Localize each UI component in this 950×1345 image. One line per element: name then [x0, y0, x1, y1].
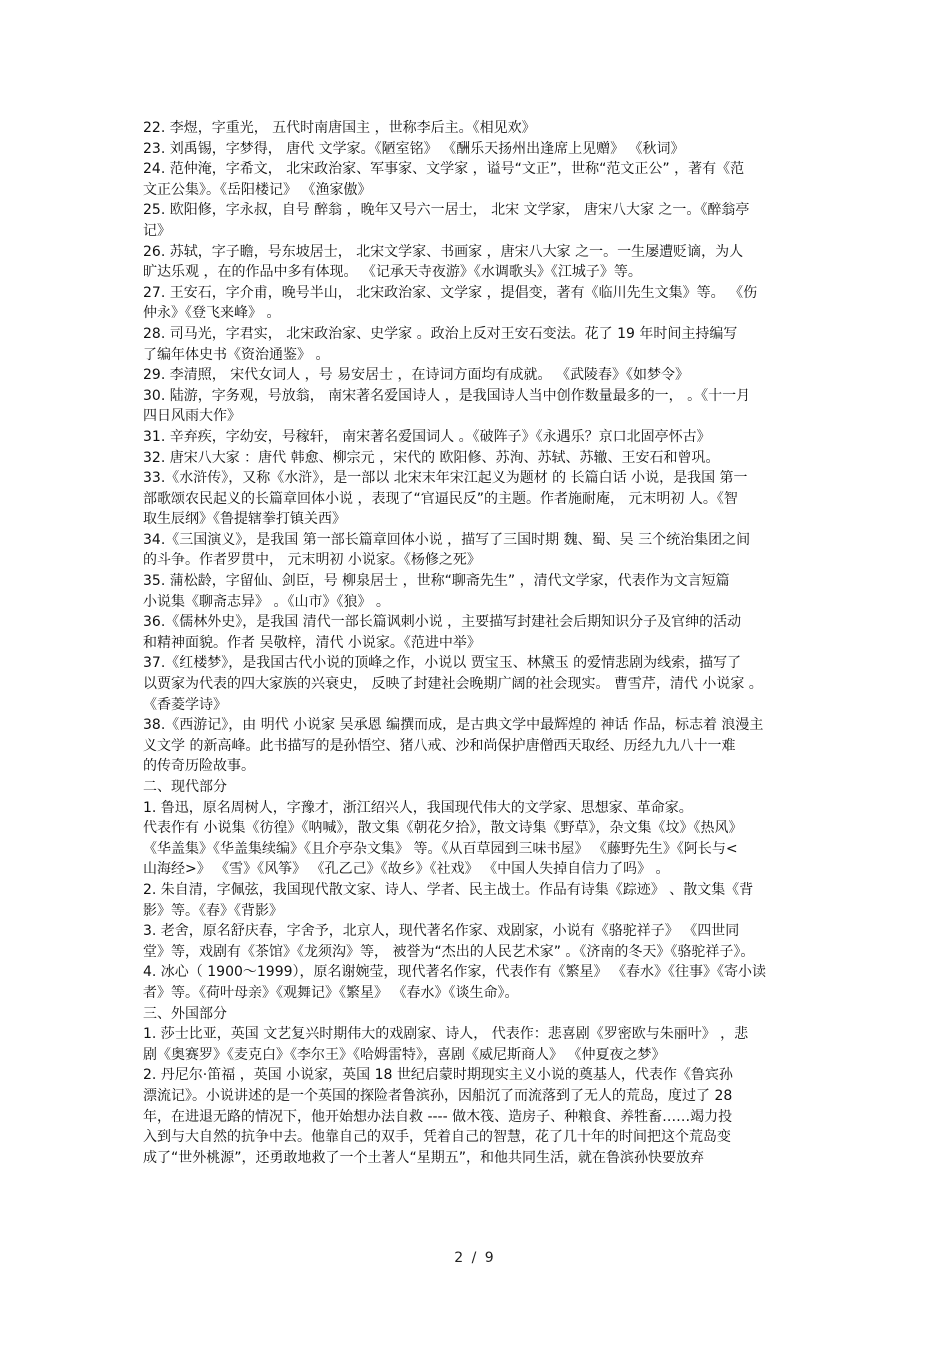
- text-line: 2. 朱自清，字佩弦，我国现代散文家、诗人、学者、民主战士。作品有诗集《踪迹》 、散文集《背: [143, 881, 754, 898]
- text-line: 山海经>》 《雪》《风筝》 《孔乙己》《故乡》《社戏》 《中国人失掉自信力了吗》 。: [143, 861, 670, 878]
- text-line: 36.《儒林外史》，是我国 清代一部长篇讽刺小说 ，主要描写封建社会后期知识分子及官绅的活动: [143, 614, 742, 631]
- text-line: 33.《水浒传》，又称《水浒》，是一部以 北宋末年宋江起义为题材 的 长篇白话 小说，是我国 第一: [143, 470, 748, 487]
- text-line: 记》: [143, 222, 171, 239]
- text-line: 25. 欧阳修，字永叔，自号 醉翁 ，晚年又号六一居士， 北宋 文学家， 唐宋八大家 之一。《醉翁亭: [143, 202, 750, 219]
- text-line: 32. 唐宋八大家 ：唐代 韩愈、柳宗元 ，宋代的 欧阳修、苏洵、苏轼、苏辙、王安石和曾巩。: [143, 449, 720, 466]
- text-line: 28. 司马光，字君实， 北宋政治家、史学家 。政治上反对王安石变法。花了 19 年时间主持编写: [143, 325, 738, 342]
- text-line: 24. 范仲淹，字希文， 北宋政治家、军事家、文学家 ，谥号“文正”，世称“范文正公” ，著有《范: [143, 161, 745, 178]
- text-line: 旷达乐观 ，在的作品中多有体现。 《记承天寺夜游》《水调歌头》《江城子》等。: [143, 264, 642, 281]
- text-line: 29. 李清照， 宋代女词人 ，号 易安居士 ，在诗词方面均有成就。 《武陵春》《如梦令》: [143, 367, 689, 384]
- text-line: 37.《红楼梦》，是我国古代小说的顶峰之作，小说以 贾宝玉、林黛玉 的爱情悲剧为线索，描写了: [143, 655, 742, 672]
- text-line: 1. 莎士比亚，英国 文艺复兴时期伟大的戏剧家、诗人， 代表作：悲喜剧《罗密欧与朱丽叶》 ，悲: [143, 1026, 749, 1043]
- text-line: 剧《奥赛罗》《麦克白》《李尔王》《哈姆雷特》，喜剧《威尼斯商人》 《仲夏夜之梦》: [143, 1046, 666, 1063]
- text-line: 2. 丹尼尔·笛福 ，英国 小说家，英国 18 世纪启蒙时期现实主义小说的奠基人，代表作《鲁宾孙: [143, 1067, 733, 1084]
- text-line: 三、外国部分: [143, 1005, 227, 1022]
- text-line: 22. 李煜，字重光， 五代时南唐国主 ，世称李后主。《相见欢》: [143, 120, 536, 136]
- text-line: 的传奇历险故事。: [143, 758, 255, 775]
- text-line: 仲永》《登飞来峰》 。: [143, 305, 281, 322]
- text-line: 4. 冰心（ 1900～1999），原名谢婉莹，现代著名作家，代表作有《繁星》 《春水》《往事》《寄小读: [143, 964, 766, 981]
- text-line: 以贾家为代表的四大家族的兴衰史， 反映了封建社会晚期广阔的社会现实。 曹雪芹，清代 小说家 。: [143, 676, 763, 693]
- text-line: 23. 刘禹锡，字梦得， 唐代 文学家。《陋室铭》 《酬乐天扬州出逢席上见赠》 《秋词》: [143, 140, 685, 157]
- text-line: 义文学 的新高峰。此书描写的是孙悟空、猪八戒、沙和尚保护唐僧西天取经、历经九九八十一难: [143, 737, 736, 754]
- text-line: 影》等。《春》《背影》: [143, 902, 283, 919]
- text-line: 二、现代部分: [143, 779, 227, 795]
- text-line: 入到与大自然的抗争中去。他靠自己的双手，凭着自己的智慧，花了几十年的时间把这个荒岛变: [143, 1129, 731, 1146]
- text-line: 者》等。《荷叶母亲》《观舞记》《繁星》 《春水》《谈生命》。: [143, 984, 519, 1001]
- text-line: 和精神面貌。作者 吴敬梓，清代 小说家。《范进中举》: [143, 634, 481, 651]
- text-line: 了编年体史书《资治通鉴》 。: [143, 346, 330, 363]
- text-line: 成了“世外桃源”，还勇敢地救了一个土著人“星期五”，和他共同生活，就在鲁滨孙快要放弃: [143, 1149, 705, 1166]
- document-body: [143, 118, 853, 1168]
- text-line: 取生辰纲》《鲁提辖拳打镇关西》: [143, 511, 346, 528]
- text-line: 35. 蒲松龄，字留仙、剑臣，号 柳泉居士 ，世称“聊斋先生” ，清代文学家，代表作为文言短篇: [143, 573, 730, 590]
- text-line: 3. 老舍，原名舒庆春，字舍予，北京人，现代著名作家、戏剧家，小说有《骆驼祥子》 《四世同: [143, 923, 740, 940]
- text-line: 的斗争。作者罗贯中， 元末明初 小说家。《杨修之死》: [143, 552, 481, 569]
- text-line: 漂流记》。小说讲述的是一个英国的探险者鲁滨孙，因船沉了而流落到了无人的荒岛，度过了 28: [143, 1087, 733, 1104]
- text-line: 38.《西游记》，由 明代 小说家 吴承恩 编撰而成，是古典文学中最辉煌的 神话 作品，标志着 浪漫主: [143, 717, 764, 734]
- text-line: 《华盖集》《华盖集续编》《且介亭杂文集》 等。《从百草园到三味书屋》 《藤野先生》《阿长与<: [143, 840, 738, 857]
- text-line: 1. 鲁迅，原名周树人，字豫才，浙江绍兴人，我国现代伟大的文学家、思想家、革命家。: [143, 799, 693, 816]
- text-line: 年，在进退无路的情况下，他开始想办法自救 ---- 做木筏、造房子、种粮食、养牲畜……竭力投: [143, 1108, 733, 1125]
- text-line: 31. 辛弃疾，字幼安，号稼轩， 南宋著名爱国词人 。《破阵子》《永遇乐？京口北固亭怀古》: [143, 428, 711, 445]
- text-line: 部歌颂农民起义的长篇章回体小说 ，表现了“官逼民反”的主题。作者施耐庵， 元末明初 人。《智: [143, 490, 738, 507]
- text-line: 30. 陆游，字务观，号放翁， 南宋著名爱国诗人 ，是我国诗人当中创作数量最多的一， 。《十一月: [143, 387, 751, 404]
- text-line: 堂》等，戏剧有《茶馆》《龙须沟》等， 被誉为“杰出的人民艺术家” 。《济南的冬天》《骆驼祥子》。: [143, 943, 755, 960]
- text-line: 27. 王安石，字介甫，晚号半山， 北宋政治家、文学家 ，提倡变，著有《临川先生文集》等。 《伤: [143, 284, 758, 301]
- page-number: 2 / 9: [454, 1250, 496, 1266]
- text-line: 文正公集》。《岳阳楼记》 《渔家傲》: [143, 181, 372, 198]
- text-line: 代表作有 小说集《彷徨》《呐喊》，散文集《朝花夕拾》，散文诗集《野草》，杂文集《坟》《热风》: [143, 820, 743, 837]
- text-line: 小说集《聊斋志异》 。《山市》《狼》 。: [143, 593, 390, 610]
- text-line: 《香菱学诗》: [143, 696, 227, 713]
- text-line: 34.《三国演义》，是我国 第一部长篇章回体小说 ，描写了三国时期 魏、蜀、吴 三个统治集团之间: [143, 531, 751, 548]
- text-line: 26. 苏轼，字子瞻，号东坡居士， 北宋文学家、书画家 ，唐宋八大家 之一。一生屡遭贬谪，为人: [143, 243, 744, 260]
- text-line: 四日风雨大作》: [143, 408, 241, 425]
